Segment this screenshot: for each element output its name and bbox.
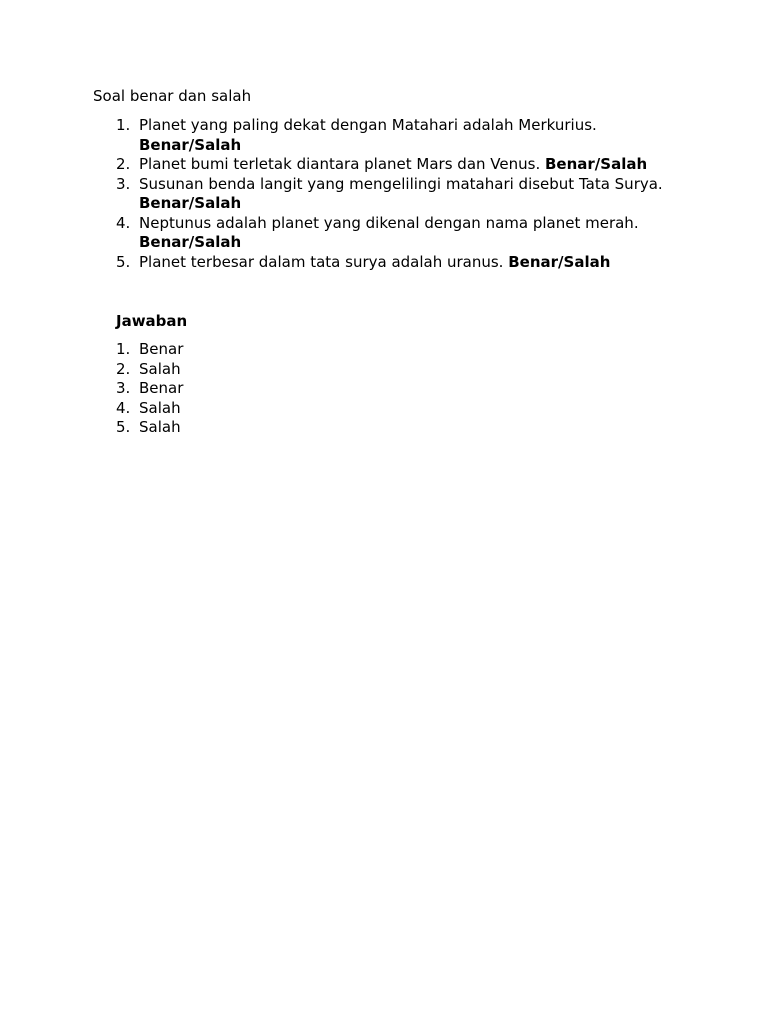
answer-item <box>116 379 183 399</box>
answer-item <box>116 360 183 380</box>
answer-item <box>116 340 183 360</box>
answer-item <box>116 399 183 419</box>
document-title: Soal benar dan salah <box>93 87 252 105</box>
question-text: Neptunus adalah planet yang dikenal dengan nama planet merah. <box>139 213 639 232</box>
true-false-option: Benar/Salah <box>508 252 611 271</box>
question-number: 1. <box>116 116 131 134</box>
answer-number: 1. <box>116 340 131 358</box>
question-list <box>116 116 676 272</box>
answer-list <box>116 340 183 438</box>
answer-number: 5. <box>116 418 131 437</box>
true-false-option: Benar/Salah <box>545 155 648 173</box>
true-false-option: Benar/Salah <box>139 135 242 154</box>
true-false-option: Benar/Salah <box>139 233 242 251</box>
answer-heading: Jawaban <box>116 312 188 330</box>
true-false-option: Benar/Salah <box>139 194 242 212</box>
answer-number: 2. <box>116 359 131 378</box>
question-text: Planet terbesar dalam tata surya adalah uranus. <box>139 252 504 271</box>
question-number: 3. <box>116 174 131 193</box>
question-item <box>116 116 676 155</box>
question-text: Planet yang paling dekat dengan Matahari adalah Merkurius. <box>139 116 597 134</box>
answer-text: Salah <box>139 359 181 378</box>
question-text: Planet bumi terletak diantara planet Mars dan Venus. <box>139 155 541 173</box>
answer-number: 4. <box>116 398 131 417</box>
answer-item <box>116 418 183 438</box>
answer-text: Benar <box>139 379 184 398</box>
question-text: Susunan benda langit yang mengelilingi matahari disebut Tata Surya. <box>139 174 663 193</box>
question-number: 2. <box>116 155 131 173</box>
question-item <box>116 155 676 175</box>
answer-text: Salah <box>139 418 181 437</box>
answer-number: 3. <box>116 379 131 398</box>
answer-text: Benar <box>139 340 184 358</box>
question-number: 5. <box>116 252 131 271</box>
answer-text: Salah <box>139 398 181 417</box>
question-item <box>116 214 676 253</box>
question-number: 4. <box>116 213 131 232</box>
question-item <box>116 253 676 273</box>
question-item <box>116 175 676 214</box>
